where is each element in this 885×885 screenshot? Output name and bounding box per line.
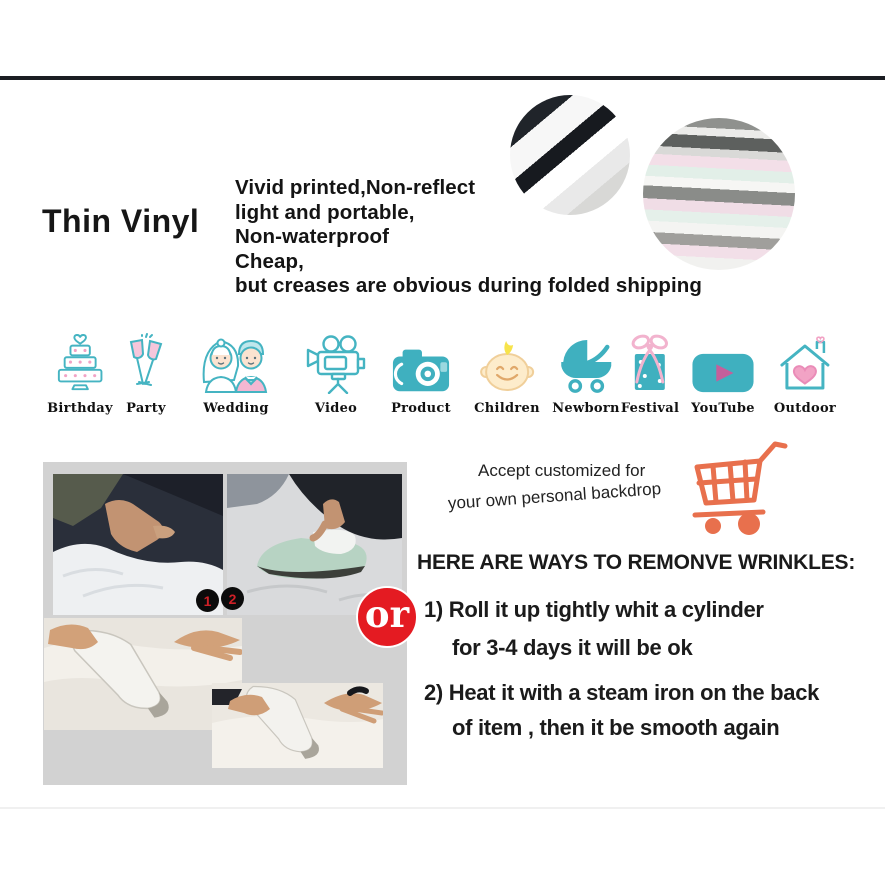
vinyl-closeup-photo [510, 95, 630, 215]
category-label: Outdoor [773, 401, 837, 416]
feature-line: Non-waterproof [235, 225, 389, 248]
category-video [305, 330, 367, 416]
bride-groom-icon [199, 334, 273, 394]
category-label: Festival [620, 401, 680, 416]
feature-line: Cheap, [235, 249, 304, 273]
feature-line: light and portable, [235, 200, 415, 224]
category-label: Video [314, 401, 358, 416]
step-1-line-2: for 3-4 days it will be ok [452, 635, 693, 660]
folded-backdrops-photo [643, 118, 795, 270]
wrinkle-heading: HERE ARE WAYS TO REMONVE WRINKLES: [417, 551, 856, 574]
shopping-cart-icon [683, 437, 788, 537]
category-product [391, 330, 451, 416]
birthday-cake-icon [52, 334, 108, 394]
photo-camera-icon [391, 346, 451, 394]
material-title: Thin Vinyl [42, 203, 200, 239]
feature-line: Vivid printed,Non-reflect [235, 176, 476, 199]
category-label: Newborn [552, 401, 620, 416]
bottom-faint-line [0, 807, 885, 809]
category-newborn [552, 330, 620, 416]
customization-line-1: Accept customized for [478, 461, 646, 480]
category-label: YouTube [691, 401, 755, 416]
house-heart-icon [776, 334, 834, 394]
category-party [121, 330, 171, 416]
or-label: or [364, 591, 410, 636]
feature-line: but creases are obvious during folded shipping [235, 274, 703, 297]
category-wedding [199, 330, 273, 416]
photo-collage-panel [43, 462, 410, 785]
play-button-icon [691, 352, 755, 394]
customization-line-2: your own personal backdrop [447, 479, 662, 513]
photo-step-badge-2: 2 [221, 587, 244, 610]
step-2-line-2: of item , then it be smooth again [452, 715, 780, 740]
pram-icon [557, 336, 615, 394]
category-label: Children [474, 401, 540, 416]
gift-box-icon [625, 332, 675, 394]
video-camera-icon [305, 334, 367, 394]
step-1-line-1: 1) Roll it up tightly whit a cylinder [424, 597, 764, 622]
baby-face-icon [478, 340, 536, 394]
step-2-line-1: 2) Heat it with a steam iron on the back [424, 680, 820, 705]
category-children [474, 330, 540, 416]
category-festival [621, 330, 679, 416]
steamer-photo-2 [212, 683, 383, 768]
category-label: Party [126, 401, 166, 416]
category-label: Birthday [47, 401, 113, 416]
category-label: Product [391, 401, 451, 416]
champagne-glasses-icon [121, 332, 171, 394]
category-outdoor [774, 330, 836, 416]
category-label: Wedding [203, 401, 269, 416]
category-birthday [47, 330, 113, 416]
category-youtube [691, 330, 755, 416]
top-divider-line [0, 76, 885, 80]
photo-step-badge-1: 1 [196, 589, 219, 612]
or-badge [356, 586, 418, 648]
